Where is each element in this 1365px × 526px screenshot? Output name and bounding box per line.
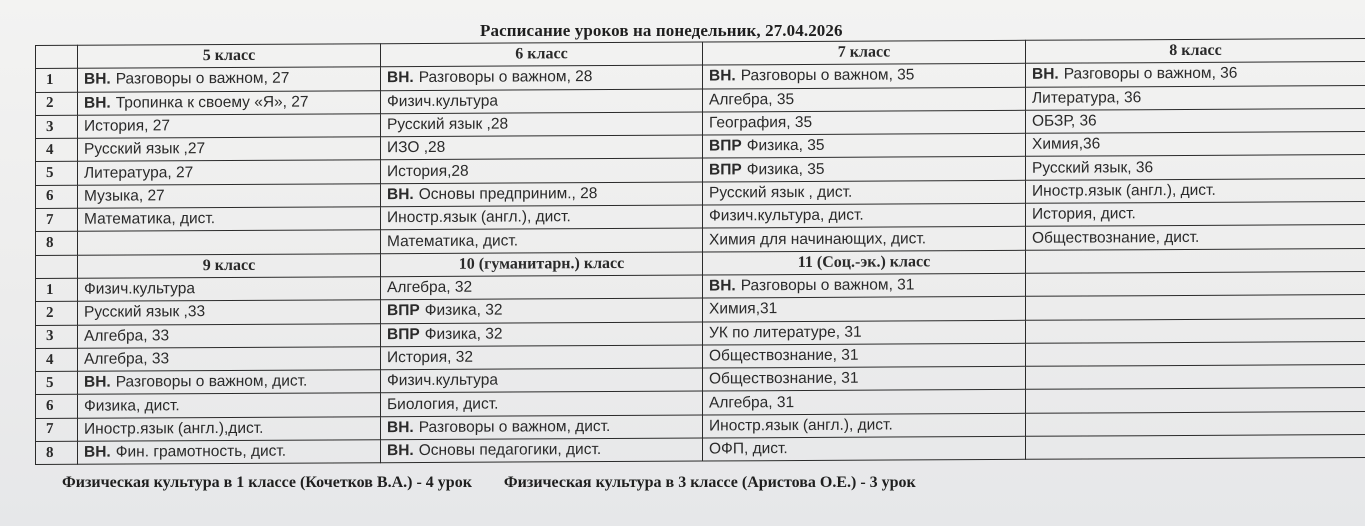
lesson-cell [381,368,703,393]
lesson-cell [381,275,703,300]
class-header: 8 класс [1026,39,1365,64]
lesson-prefix: ВН. [84,373,111,392]
lesson-cell [381,228,703,253]
lesson-number: 6 [36,185,78,209]
lesson-cell [703,64,1026,89]
lesson-cell [78,440,381,465]
lesson-cell [78,393,381,418]
lesson-cell [703,297,1026,322]
lesson-text: История, дист. [1032,205,1136,223]
lesson-number: 8 [36,441,78,465]
lesson-text: Физика, дист. [84,396,180,415]
lesson-cell [381,65,703,90]
lesson-text: Разговоры о важном, 31 [740,276,915,295]
lesson-cell [78,207,381,232]
lesson-text: История, 27 [84,117,170,135]
lesson-cell [78,300,381,325]
lesson-text: Физика, 35 [746,137,825,155]
lesson-number: 7 [36,208,78,232]
lesson-text: Русский язык, 36 [1032,158,1154,177]
lesson-text: Разговоры о важном, дист. [115,372,308,391]
lesson-cell [78,230,381,255]
lesson-cell [703,413,1026,438]
lesson-text: Русский язык ,27 [84,140,206,159]
lesson-cell [703,390,1026,415]
lesson-number: 1 [36,69,78,93]
lesson-cell [381,298,703,323]
lesson-prefix: ВПР [709,160,742,179]
lesson-cell [1026,388,1365,413]
lesson-text: Литература, 27 [84,163,194,182]
lesson-prefix: ВН. [387,442,414,460]
lesson-text: Разговоры о важном, дист. [418,417,611,436]
lesson-cell [78,347,381,372]
lesson-text: Обществознание, дист. [1032,228,1200,247]
lesson-text: Физич.культура [387,371,498,390]
lesson-text: Химия,36 [1032,135,1101,154]
lesson-text: Разговоры о важном, 36 [1063,65,1238,84]
lesson-text: Фин. грамотность, дист. [115,442,287,461]
lesson-cell [381,391,703,416]
lesson-cell [1026,155,1365,180]
lesson-cell [703,110,1026,135]
lesson-prefix: ВПР [387,325,420,343]
lesson-text: История,28 [387,162,469,180]
lesson-number: 3 [36,325,78,349]
lesson-cell [78,416,381,441]
lesson-text: Математика, дист. [84,210,216,228]
class-header: 7 класс [703,40,1026,65]
lesson-text: Физика, 32 [424,301,503,320]
lesson-number: 4 [36,348,78,372]
lesson-cell [381,135,703,160]
lesson-cell [703,227,1026,252]
lesson-text: Математика, дист. [387,231,519,250]
lesson-cell [1026,202,1365,227]
lesson-cell [381,89,703,114]
lesson-cell [1026,85,1365,110]
lesson-cell [381,415,703,440]
lesson-text: Разговоры о важном, 28 [418,68,593,87]
lesson-text: Химия,31 [709,300,778,318]
lesson-text: Физич.культура [84,280,195,298]
header-blank-cell [36,255,78,279]
lesson-text: ОБЗР, 36 [1032,112,1097,130]
lesson-cell [78,277,381,302]
lesson-number: 8 [36,232,78,256]
header-blank-cell [36,45,78,69]
lesson-prefix: ВН. [387,69,414,87]
lesson-text: Разговоры о важном, 35 [740,66,915,85]
lesson-cell [1026,365,1365,390]
lesson-prefix: ВПР [709,137,742,155]
lesson-cell [703,366,1026,391]
lesson-cell [381,205,703,230]
lesson-cell [381,158,703,183]
class-header: 5 класс [78,44,381,69]
lesson-cell [1026,225,1365,250]
lesson-cell [78,137,381,162]
lesson-text: Тропинка к своему «Я», 27 [115,93,309,112]
lesson-cell [1026,132,1365,157]
class-header [1026,248,1365,273]
lesson-cell [381,112,703,137]
lesson-prefix: ВН. [84,94,111,112]
lesson-prefix: ВН. [709,67,736,85]
lesson-number: 2 [36,302,78,326]
lesson-text: Основы педагогики, дист. [418,441,602,460]
lesson-cell [78,160,381,185]
lesson-text: Основы предприним., 28 [418,184,598,203]
lesson-number: 4 [36,138,78,162]
lesson-prefix: ВН. [387,418,414,437]
lesson-number: 1 [36,278,78,302]
lesson-number: 2 [36,92,78,116]
lesson-text: История, 32 [387,348,473,367]
lesson-text: Литература, 36 [1032,88,1142,107]
lesson-text: Обществознание, 31 [709,369,859,388]
lesson-cell [1026,178,1365,203]
lesson-text: Русский язык ,28 [387,115,509,134]
lesson-text: Физика, 35 [746,160,825,178]
class-header: 10 (гуманитарн.) класс [381,252,703,277]
lesson-cell [703,180,1026,205]
footer-left: Физическая культура в 1 классе (Кочетков В.А.) - 4 урок [62,474,472,491]
lesson-text: Биология, дист. [387,395,499,413]
lesson-text: Русский язык ,33 [84,303,206,322]
lesson-cell [703,273,1026,298]
lesson-cell [78,183,381,208]
lesson-text: Алгебра, 35 [709,90,795,109]
lesson-cell [78,370,381,395]
lesson-prefix: ВН. [1032,66,1059,84]
footer-note [62,474,916,492]
lesson-cell [1026,341,1365,366]
lesson-cell [703,343,1026,368]
lesson-cell [1026,295,1365,320]
lesson-prefix: ВН. [709,277,736,295]
lesson-cell [1026,411,1365,436]
lesson-number: 6 [36,395,78,419]
schedule-title: Расписание уроков на понедельник, 27.04.2026 [480,21,843,40]
lesson-text: Алгебра, 33 [84,327,170,345]
lesson-text: ОФП, дист. [709,440,788,458]
lesson-cell [703,436,1026,461]
lesson-cell [1026,62,1365,87]
lesson-text: Физич.культура, дист. [709,206,864,225]
lesson-text: Музыка, 27 [84,187,165,205]
lesson-text: Физич.культура [387,92,498,110]
lesson-prefix: ВН. [84,71,111,89]
lesson-cell [78,114,381,139]
lesson-cell [1026,108,1365,133]
lesson-text: География, 35 [709,113,813,132]
lesson-text: Химия для начинающих, дист. [709,229,927,248]
lesson-cell [703,203,1026,228]
lesson-cell [78,67,381,92]
lesson-prefix: ВН. [387,185,414,204]
lesson-cell [703,87,1026,112]
lesson-text: Разговоры о важном, 27 [115,70,290,89]
footer-right: Физическая культура в 3 классе (Аристова О.Е.) - 3 урок [503,474,916,491]
lesson-prefix: ВПР [387,302,420,320]
lesson-number: 3 [36,115,78,139]
lesson-text: Алгебра, 33 [84,350,170,368]
lesson-cell [78,323,381,348]
lesson-cell [703,134,1026,159]
class-header: 6 класс [381,42,703,67]
class-header: 11 (Соц.-эк.) класс [703,250,1026,275]
lesson-cell [381,438,703,463]
lesson-text: Алгебра, 31 [709,393,795,412]
lesson-cell [1026,318,1365,343]
lesson-number: 5 [36,162,78,186]
lesson-text: ИЗО ,28 [387,139,446,157]
lesson-text: Русский язык , дист. [709,183,853,202]
lesson-number: 7 [36,418,78,442]
lesson-cell [381,182,703,207]
lesson-cell [1026,435,1365,460]
lesson-prefix: ВН. [84,443,111,461]
lesson-cell [703,320,1026,345]
lesson-cell [381,322,703,347]
class-header: 9 класс [78,253,381,278]
schedule-table [35,38,1365,465]
lesson-text: Обществознание, 31 [709,346,859,365]
lesson-text: Физика, 32 [424,325,503,343]
lesson-number: 5 [36,371,78,395]
lesson-text: Иностр.язык (англ.),дист. [84,419,264,438]
lesson-cell [1026,272,1365,297]
lesson-text: Иностр.язык (англ.), дист. [1032,181,1216,200]
lesson-cell [78,90,381,115]
lesson-cell [381,345,703,370]
lesson-text: Алгебра, 32 [387,278,473,297]
lesson-text: Иностр.язык (англ.), дист. [387,208,571,227]
lesson-text: УК по литературе, 31 [709,323,862,342]
lesson-cell [703,157,1026,182]
lesson-text: Иностр.язык (англ.), дист. [709,416,893,435]
